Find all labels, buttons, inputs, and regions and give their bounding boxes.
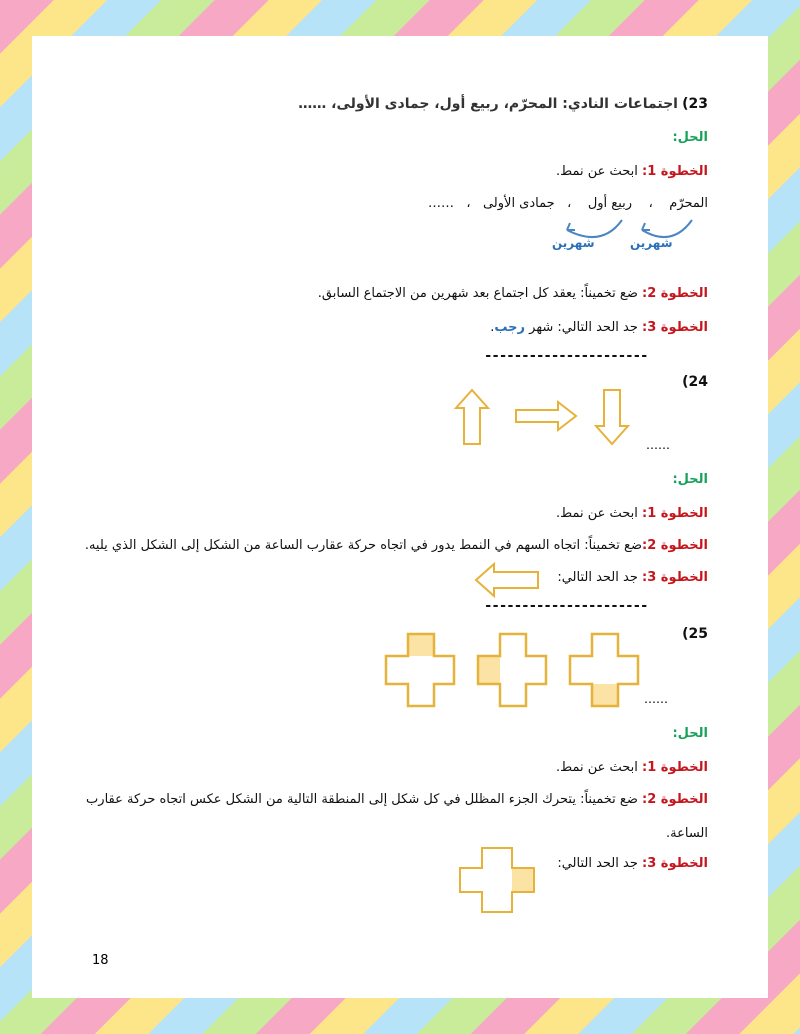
arrow-head-2 [567,223,575,230]
arrow-label-2: شهرين [552,236,595,250]
q25-cross-pattern [382,632,662,712]
arrow-curve-1 [642,220,692,237]
q24-step3: الخطوة 3: جد الحد التالي: [557,570,708,585]
seq-sep-1: ، [648,196,653,211]
seq-sep-3: ، [466,196,471,211]
q23-step3: الخطوة 3: جد الحد التالي: شهر رجب. [490,320,708,335]
arrow-down-icon [596,390,628,444]
q23-solution-label: الحل: [672,130,708,145]
q24-step2: الخطوة 2:ضع تخميناً: اتجاه السهم في النمط يدور في اتجاه حركة عقارب الساعة من الشكل إلى الشكل الذي يليه. [84,538,708,553]
divider-1: ---------------------- [484,348,648,364]
divider-2: ---------------------- [484,598,648,614]
q23-step2: الخطوة 2: ضع تخميناً: يعقد كل اجتماع بعد شهرين من الاجتماع السابق. [317,286,708,301]
q23-step1: الخطوة 1: ابحث عن نمط. [555,164,708,179]
q23-answer: رجب [494,320,526,335]
shade-right [512,868,534,892]
q25-number: 25) [682,626,708,642]
arrow-curve-2 [567,220,622,237]
seq-item-3: جمادى الأولى [482,196,555,211]
seq-sep-2: ، [567,196,572,211]
q25-step3: الخطوة 3: جد الحد التالي: [557,856,708,871]
q23-title: 23) اجتماعات النادي: المحرّم، ربيع أول، جمادى الأولى، …… [298,96,708,112]
q24-answer-arrow [472,560,542,600]
q25-step2-cont: الساعة. [666,826,708,841]
worksheet-page [32,36,768,998]
arrow-up-icon [456,390,488,444]
seq-item-1: المحرّم [669,196,708,211]
arrow-right-icon [516,402,576,430]
seq-end: …… [427,196,454,211]
shade-top [408,634,434,656]
shade-bottom [592,684,618,706]
q25-step2: الخطوة 2: ضع تخميناً: يتحرك الجزء المظلل في كل شكل إلى المنطقة التالية من الشكل عكس اتجاه حركة عقارب [86,792,708,807]
q23-sequence [428,196,708,211]
arrow-head-1 [642,223,650,230]
q24-number: 24) [682,374,708,390]
shade-left [478,656,500,684]
arrow-left-icon [476,564,538,596]
q25-answer-cross [458,846,538,914]
seq-item-2: ربيع أول [587,196,633,211]
q24-solution-label: الحل: [672,472,708,487]
page-number: 18 [92,953,109,968]
q24-step1: الخطوة 1: ابحث عن نمط. [555,506,708,521]
q24-arrow-pattern [452,386,642,450]
arrow-label-1: شهرين [630,236,673,250]
q25-solution-label: الحل: [672,726,708,741]
q25-dots: …… [644,692,668,706]
q24-dots: …… [646,438,670,452]
q25-step1: الخطوة 1: ابحث عن نمط. [555,760,708,775]
